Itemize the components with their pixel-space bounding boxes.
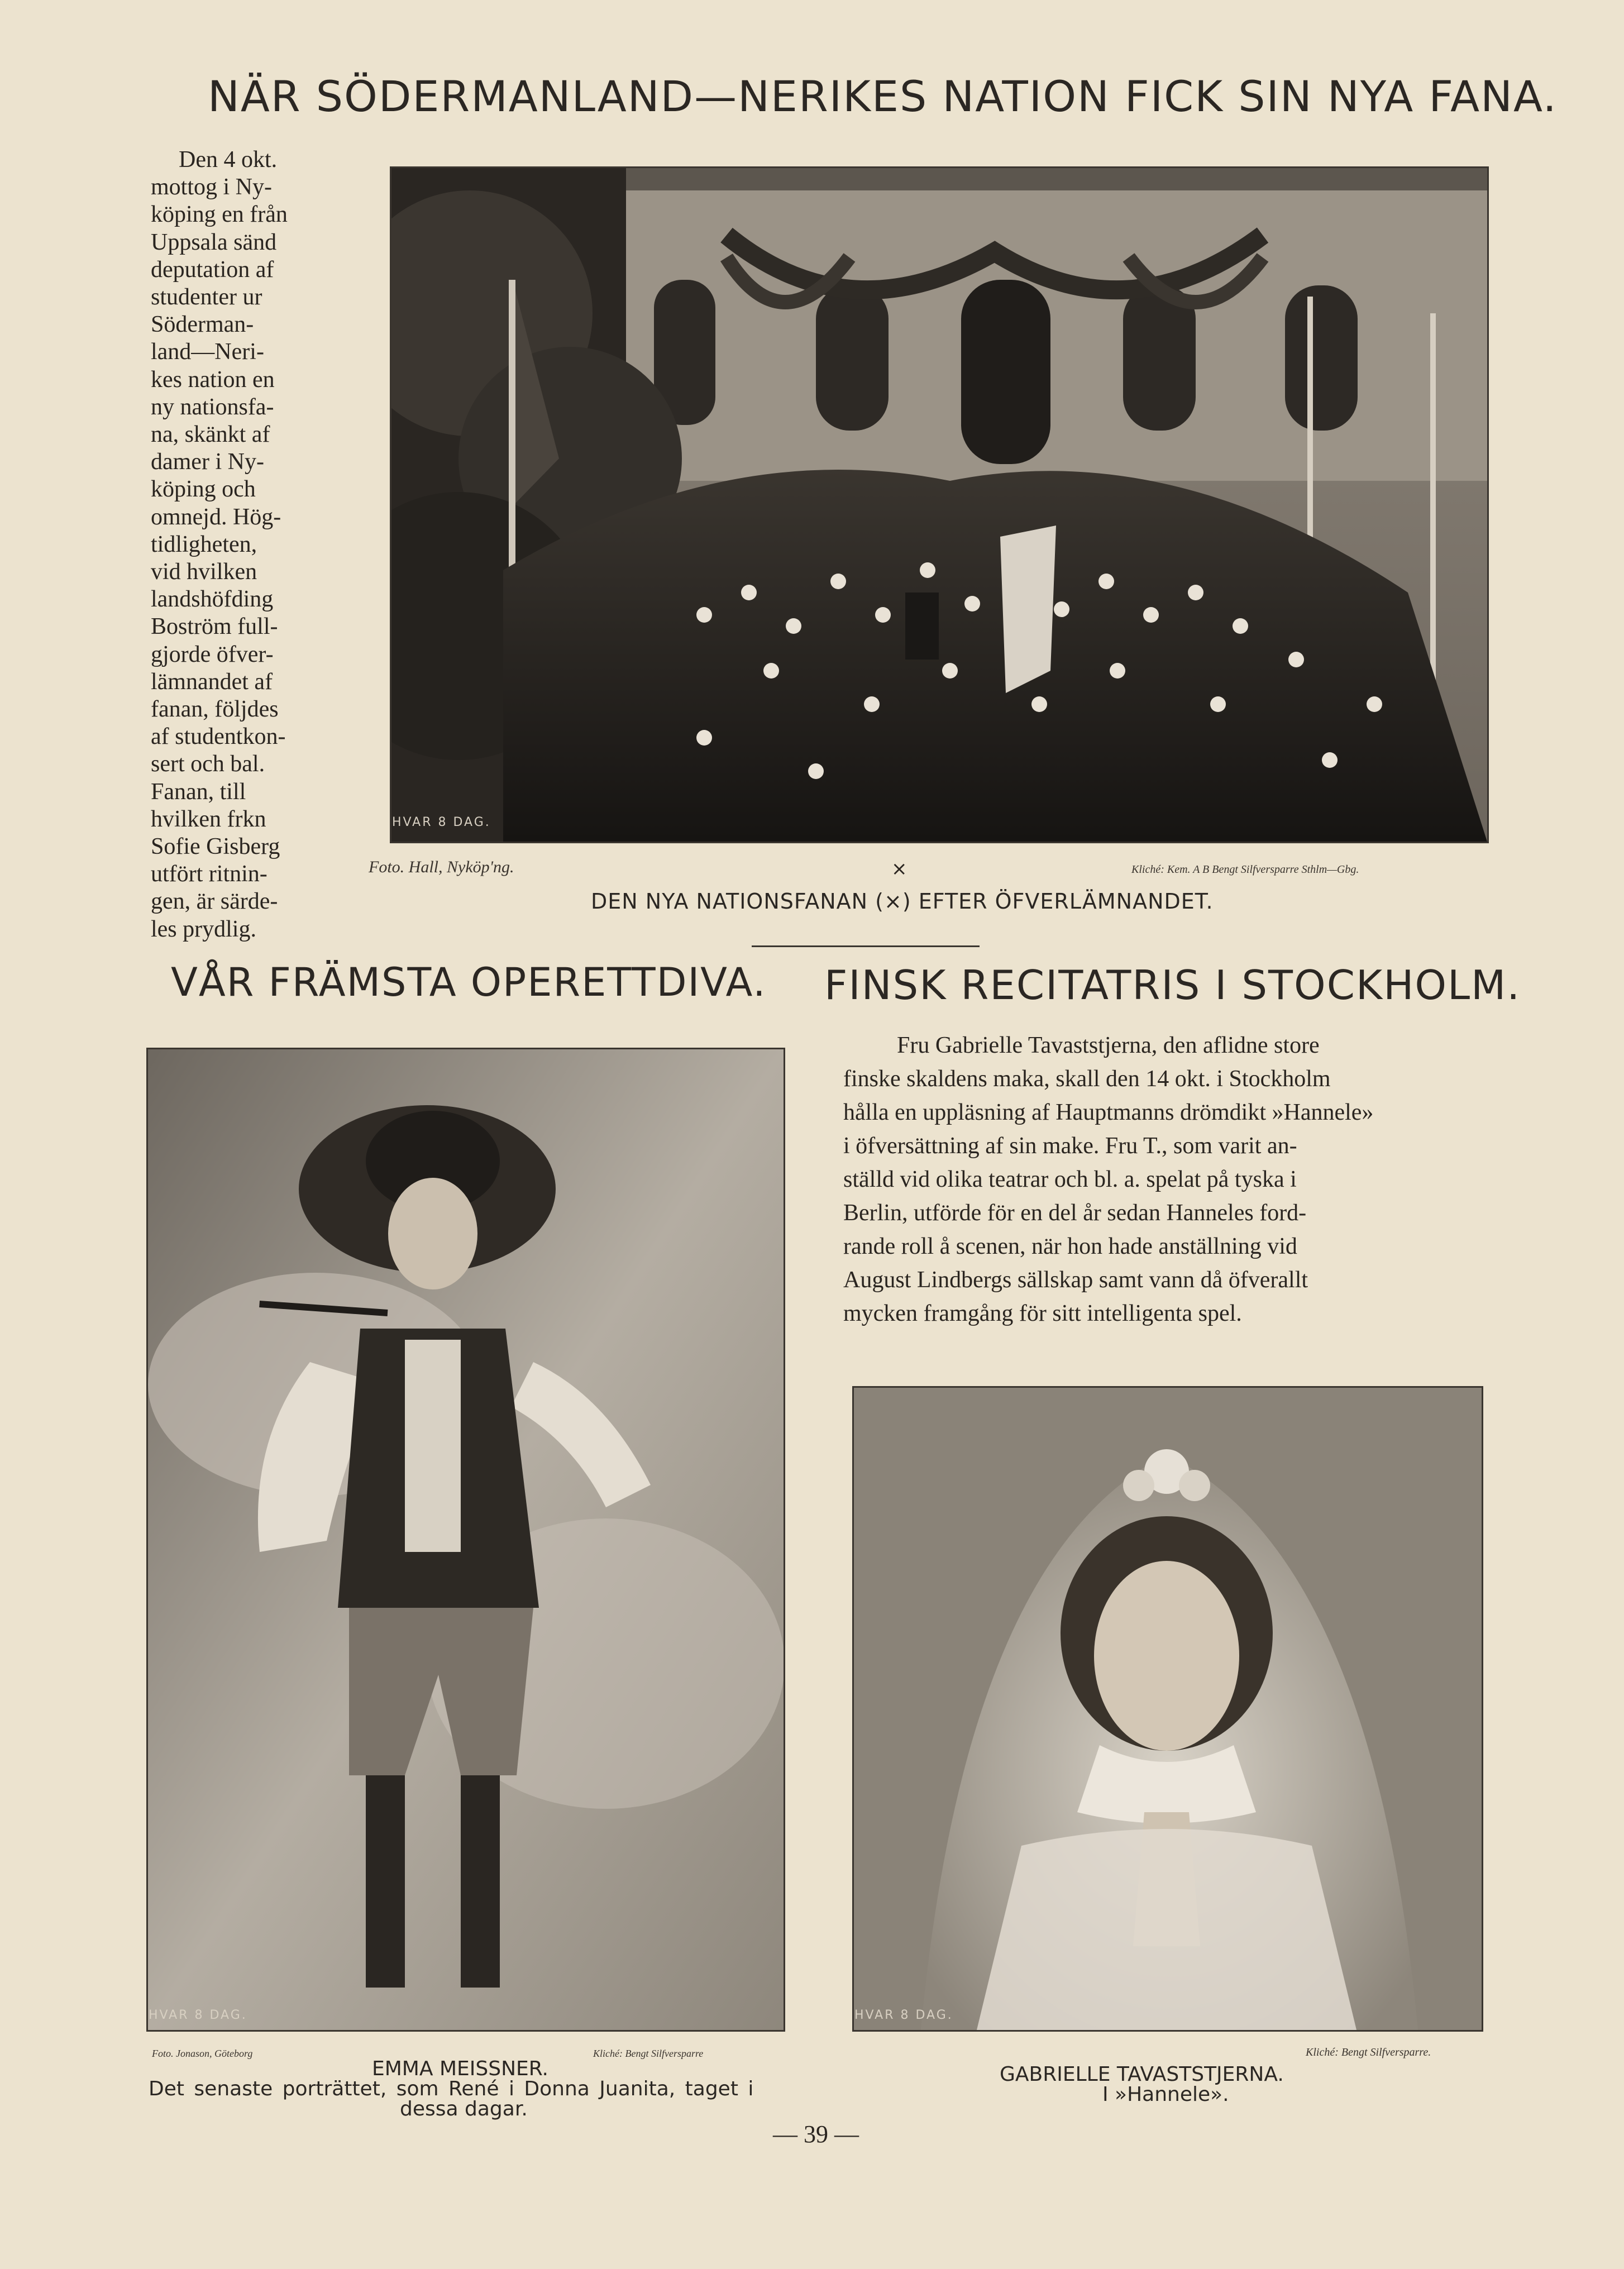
photo-caption: DEN NYA NATIONSFANAN (×) EFTER ÖFVERLÄMNANDET. <box>591 889 1214 914</box>
side-line: tidligheten, <box>151 531 257 557</box>
body-line: ställd vid olika teatrar och bl. a. spelat på tyska i <box>843 1167 1297 1192</box>
page-number: — 39 — <box>773 2120 859 2148</box>
body-line: hålla en uppläsning af Hauptmanns drömdikt »Hannele» <box>843 1100 1374 1125</box>
side-line: lämnandet af <box>151 668 273 695</box>
side-line: Söderman- <box>151 312 254 338</box>
side-line: Sofie Gisberg <box>151 834 280 860</box>
photo-credit-right: Kliché: Bengt Silfversparre. <box>1306 2046 1431 2058</box>
side-line: gen, är särde- <box>151 889 278 915</box>
side-line: Uppsala sänd <box>151 229 277 255</box>
body-line: Fru Gabrielle Tavaststjerna, den aflidne store <box>897 1033 1320 1058</box>
body-line: Berlin, utförde för en del år sedan Hanneles ford- <box>843 1200 1307 1226</box>
nationsfana-ceremony-photo <box>390 166 1489 843</box>
side-line: af studentkon- <box>151 724 286 750</box>
side-line: na, skänkt af <box>151 422 270 448</box>
side-line: kes nation en <box>151 366 275 393</box>
article-body <box>843 1029 1468 1330</box>
side-line: omnejd. Hög- <box>151 504 281 530</box>
photo-credit-left: Foto. Hall, Nyköp'ng. <box>369 858 514 876</box>
caption-gabrielle-name: GABRIELLE TAVASTSTJERNA. <box>1000 2063 1284 2086</box>
photo-credit-right: Kliché: Kem. A B Bengt Silfversparre Sthlm—Gbg. <box>1131 863 1359 876</box>
side-line: land—Neri- <box>151 339 264 365</box>
side-line: ny nationsfa- <box>151 394 274 420</box>
side-line: Den 4 okt. <box>179 147 278 173</box>
photo-watermark: HVAR 8 DAG. <box>149 2008 247 2022</box>
caption-emma-line1: Det senaste porträttet, som René i Donna Juanita, taget i <box>149 2077 754 2100</box>
side-line: deputation af <box>151 256 274 283</box>
body-line: mycken framgång för sitt intelligenta spel. <box>843 1301 1242 1326</box>
photo-watermark: HVAR 8 DAG. <box>392 815 491 829</box>
side-line: gjorde öfver- <box>151 641 274 667</box>
side-line: sert och bal. <box>151 751 265 777</box>
headline-nationsfana: NÄR SÖDERMANLAND—NERIKES NATION FICK SIN NYA FANA. <box>208 71 1558 121</box>
caption-gabrielle-sub: I »Hannele». <box>1102 2083 1229 2106</box>
photo-credit-left: Foto. Jonason, Göteborg <box>152 2048 253 2059</box>
side-line: Boström full- <box>151 614 278 640</box>
side-line: köping en från <box>151 202 288 228</box>
body-line: finske skaldens maka, skall den 14 okt. i Stockholm <box>843 1066 1331 1092</box>
crossmark: × <box>891 858 907 880</box>
gabrielle-tavaststjerna-photo <box>852 1386 1483 2032</box>
side-line: damer i Ny- <box>151 449 264 475</box>
caption-emma-line2: dessa dagar. <box>400 2098 528 2120</box>
photo-credit-right: Kliché: Bengt Silfversparre <box>593 2048 704 2059</box>
photo-watermark: HVAR 8 DAG. <box>854 2008 953 2022</box>
headline-operettdiva: VÅR FRÄMSTA OPERETTDIVA. <box>171 959 767 1005</box>
side-column-text <box>151 146 318 943</box>
side-line: hvilken frkn <box>151 806 266 832</box>
side-line: Fanan, till <box>151 778 246 805</box>
side-line: landshöfding <box>151 586 274 613</box>
side-line: utfört ritnin- <box>151 861 268 887</box>
divider-rule <box>752 945 980 947</box>
body-line: rande roll å scenen, när hon hade anställning vid <box>843 1234 1297 1259</box>
caption-emma-meissner: EMMA MEISSNER. <box>372 2057 548 2080</box>
side-line: vid hvilken <box>151 559 257 585</box>
headline-finsk-recitatris: FINSK RECITATRIS I STOCKHOLM. <box>824 962 1521 1009</box>
body-line: i öfversättning af sin make. Fru T., som varit an- <box>843 1133 1297 1159</box>
side-line: köping och <box>151 476 256 503</box>
side-line: les prydlig. <box>151 916 256 942</box>
side-line: fanan, följdes <box>151 696 279 723</box>
side-line: studenter ur <box>151 284 262 311</box>
body-line: August Lindbergs sällskap samt vann då öfverallt <box>843 1267 1308 1293</box>
side-line: mottog i Ny- <box>151 174 272 200</box>
emma-meissner-photo <box>146 1048 785 2032</box>
